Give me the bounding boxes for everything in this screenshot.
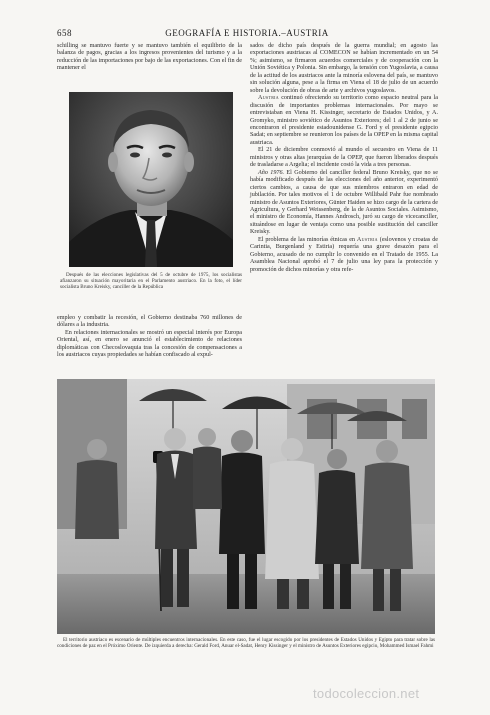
- photo-caption-summit: El territorio austriaco es escenario de múltiples encuentros internacionales. En este caso, fue el lugar escogido por los presidentes de Estados Unidos y Egipto para tratar sobre las condiciones de paz en el Próximo Oriente. De izquierda a derecha: Gerald Ford, Anuar el-Sadat, Henry Kissinger y el ministro de Asuntos Exteriores egipcio, Mohammed Ismael Fahmi: [57, 637, 435, 650]
- kreisky-portrait-photo: [69, 92, 233, 267]
- column-left-top: [57, 43, 242, 88]
- year-heading: Año 1976.: [258, 169, 285, 176]
- running-title: GEOGRAFÍA E HISTORIA.–AUSTRIA: [165, 28, 329, 38]
- paragraph: sados de dicho país después de la guerra mundial; en agosto las exportaciones austriacas al COMECON se habían incrementado en un 54 %; asimismo, se firmaron acuerdos comerciales y de cooperación con la Unión Soviética y Polonia. Sin embargo, la tensión con Yugoslavia, a causa de la actitud de los austriacos ante la minoría eslovena del país, se mantuvo sin solución alguna, pese a la firma en Viena el 18 de julio de un acuerdo sobre la devolución de obras de arte y archivos yugoslavos.: [250, 43, 438, 94]
- country-name: Austria: [356, 236, 378, 243]
- summit-group-photo: [57, 379, 435, 634]
- paragraph: Año 1976. El Gobierno del canciller federal Bruno Kreisky, que no se había modificado después de las elecciones del año anterior, experimentó ciertos cambios, a causa de que sus miembros entraron en edad de jubilación. Por tales motivos el 1 de octubre Willibald Pahr fue nombrado ministro de Asuntos Exteriores, Günter Haiden se hizo cargo de la cartera de Agricultura, y Gerhard Weissenberg, de la de Asuntos Sociales. Asimismo, el ministro de Economía, Hannes Androsch, juró su cargo de vicecanciller, situándose en lugar de ventaja como una posible sustitución del canciller Kreisky.: [250, 169, 439, 236]
- page-number: 658: [57, 28, 72, 38]
- paragraph: El problema de las minorías étnicas en Austria (eslovenos y croatas de Carintia, Burgenland y Estiria) requería una grave desazón para el Gobierno, acusado de no cumplir lo convenido en el Tratado de 1955. La Asamblea Nacional aprobó el 7 de julio una ley para la protección y promoción de dichos minorías y otra refe-: [250, 236, 438, 273]
- paragraph: Austria continuó ofreciendo su territorio como espacio neutral para la discusión de importantes problemas internacionales. Por mayo se entrevistaban en Viena H. Kissinger, secretario de Estados Unidos, y A. Gromyko, ministro soviético de Asuntos Exteriores; del 1 al 2 de junio se encontraron el presidente estadounidense G. Ford y el presidente egipcio Sadat; en septiembre se reunieron los países de la OPEP en la misma capital austriaca.: [250, 95, 438, 146]
- paragraph: schilling se mantuvo fuerte y se mantuvo también el equilibrio de la balanza de pagos, gracias a los ingresos provenientes del turismo y a la reducción de las importaciones por bajo de las exportaciones. Con el fin de mantener el: [57, 43, 242, 72]
- paragraph: empleo y combatir la recesión, el Gobierno destinaba 760 millones de dólares a la industria.: [57, 315, 242, 329]
- watermark: todocoleccion.net: [313, 686, 420, 701]
- column-left-bottom: [57, 315, 242, 375]
- column-right: [250, 43, 438, 378]
- paragraph: El 21 de diciembre conmovió al mundo el secuestro en Viena de 11 ministros y otras altas jerarquías de la OPEP, que fueron liberados después de trasladarse a Argelia; el incidente costó la vida a tres personas.: [250, 147, 438, 169]
- page-header: [57, 28, 437, 42]
- photo-caption-kreisky: Después de las elecciones legislativas del 5 de octubre de 1975, los socialistas afianzaron su situación mayoritaria en el Parlamento austriaco. En la foto, el líder socialista Bruno Kreisky, canciller de la República: [60, 272, 242, 291]
- country-name: Austria: [258, 95, 279, 102]
- paragraph: En relaciones internacionales se mostró un especial interés por Europa Oriental, así, en enero se anunció el establecimiento de relaciones diplomáticas con Checoslovaquia tras la concesión de compensaciones a los austriacos cuyas propiedades se habían confiscado al expul-: [57, 329, 242, 359]
